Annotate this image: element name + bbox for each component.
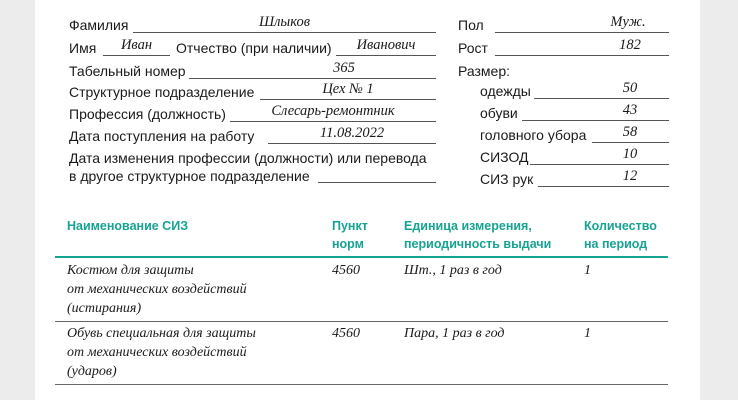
department-label: Структурное подразделение (69, 84, 255, 100)
column-header-qty-line1: Количество (584, 219, 657, 233)
patronymic-value: Иванович (356, 37, 416, 53)
row-norm: 4560 (332, 263, 360, 278)
profession-line (230, 121, 436, 122)
hire-date-value: 11.08.2022 (319, 125, 385, 141)
surname-label: Фамилия (69, 17, 129, 33)
siz-hands-line (538, 186, 669, 187)
row-norm: 4560 (332, 326, 360, 341)
patronymic-label: Отчество (при наличии) (176, 40, 332, 56)
headwear-label: головного убора (480, 127, 587, 143)
size-heading: Размер: (458, 63, 511, 79)
clothes-line (534, 98, 669, 99)
hire-date-line (268, 143, 436, 144)
row-unit: Пара, 1 раз в год (404, 326, 505, 341)
sizod-value: 10 (622, 146, 638, 162)
row-qty: 1 (584, 326, 591, 341)
surname-value: Шлыков (258, 14, 311, 30)
change-line (318, 182, 436, 183)
column-header-norm-line2: норм (332, 237, 364, 251)
gender-line (495, 32, 669, 33)
row-divider (55, 384, 668, 385)
column-header-unit-line1: Единица измерения, (404, 219, 532, 233)
siz-hands-value: 12 (622, 168, 638, 184)
name-line (103, 55, 170, 56)
department-line (260, 99, 436, 100)
row-name-line2: от механических воздействий (67, 345, 247, 360)
height-label: Рост (458, 40, 488, 56)
row-name-line3: (ударов) (67, 364, 117, 379)
row-qty: 1 (584, 263, 591, 278)
personnel-number-line (189, 78, 436, 79)
row-unit: Шт., 1 раз в год (404, 263, 502, 278)
header-divider (55, 256, 668, 258)
row-name-line2: от механических воздействий (67, 282, 247, 297)
surname-line (133, 32, 436, 33)
height-line (495, 55, 669, 56)
height-value: 182 (619, 37, 641, 53)
clothes-value: 50 (622, 80, 638, 96)
column-header-name: Наименование СИЗ (67, 219, 189, 233)
gender-label: Пол (458, 17, 484, 33)
change-label-line1: Дата изменения профессии (должности) или перевода (69, 150, 427, 166)
personnel-number-value: 365 (333, 60, 355, 76)
clothes-label: одежды (480, 83, 531, 99)
headwear-line (592, 142, 669, 143)
headwear-value: 58 (622, 124, 638, 140)
patronymic-line (336, 55, 436, 56)
name-value: Иван (120, 37, 153, 53)
gender-value: Муж. (610, 14, 646, 30)
name-label: Имя (69, 40, 97, 56)
row-name-line3: (истирания) (67, 301, 142, 316)
column-header-norm-line1: Пункт (332, 219, 368, 233)
shoes-line (522, 120, 669, 121)
row-name-line1: Костюм для защиты (67, 263, 194, 278)
department-value: Цех № 1 (322, 81, 374, 97)
column-header-unit-line2: периодичность выдачи (404, 237, 552, 251)
personnel-number-label: Табельный номер (69, 63, 186, 79)
shoes-value: 43 (622, 102, 638, 118)
siz-hands-label: СИЗ рук (480, 171, 534, 187)
column-header-qty-line2: на период (584, 237, 648, 251)
row-divider (55, 321, 668, 322)
row-name-line1: Обувь специальная для защиты (67, 326, 256, 341)
change-label-line2: в другое структурное подразделение (69, 168, 310, 184)
hire-date-label: Дата поступления на работу (69, 128, 255, 144)
profession-label: Профессия (должность) (69, 106, 226, 122)
shoes-label: обуви (480, 105, 518, 121)
sizod-line (530, 164, 669, 165)
profession-value: Слесарь-ремонтник (271, 103, 395, 119)
sizod-label: СИЗОД (480, 149, 529, 165)
